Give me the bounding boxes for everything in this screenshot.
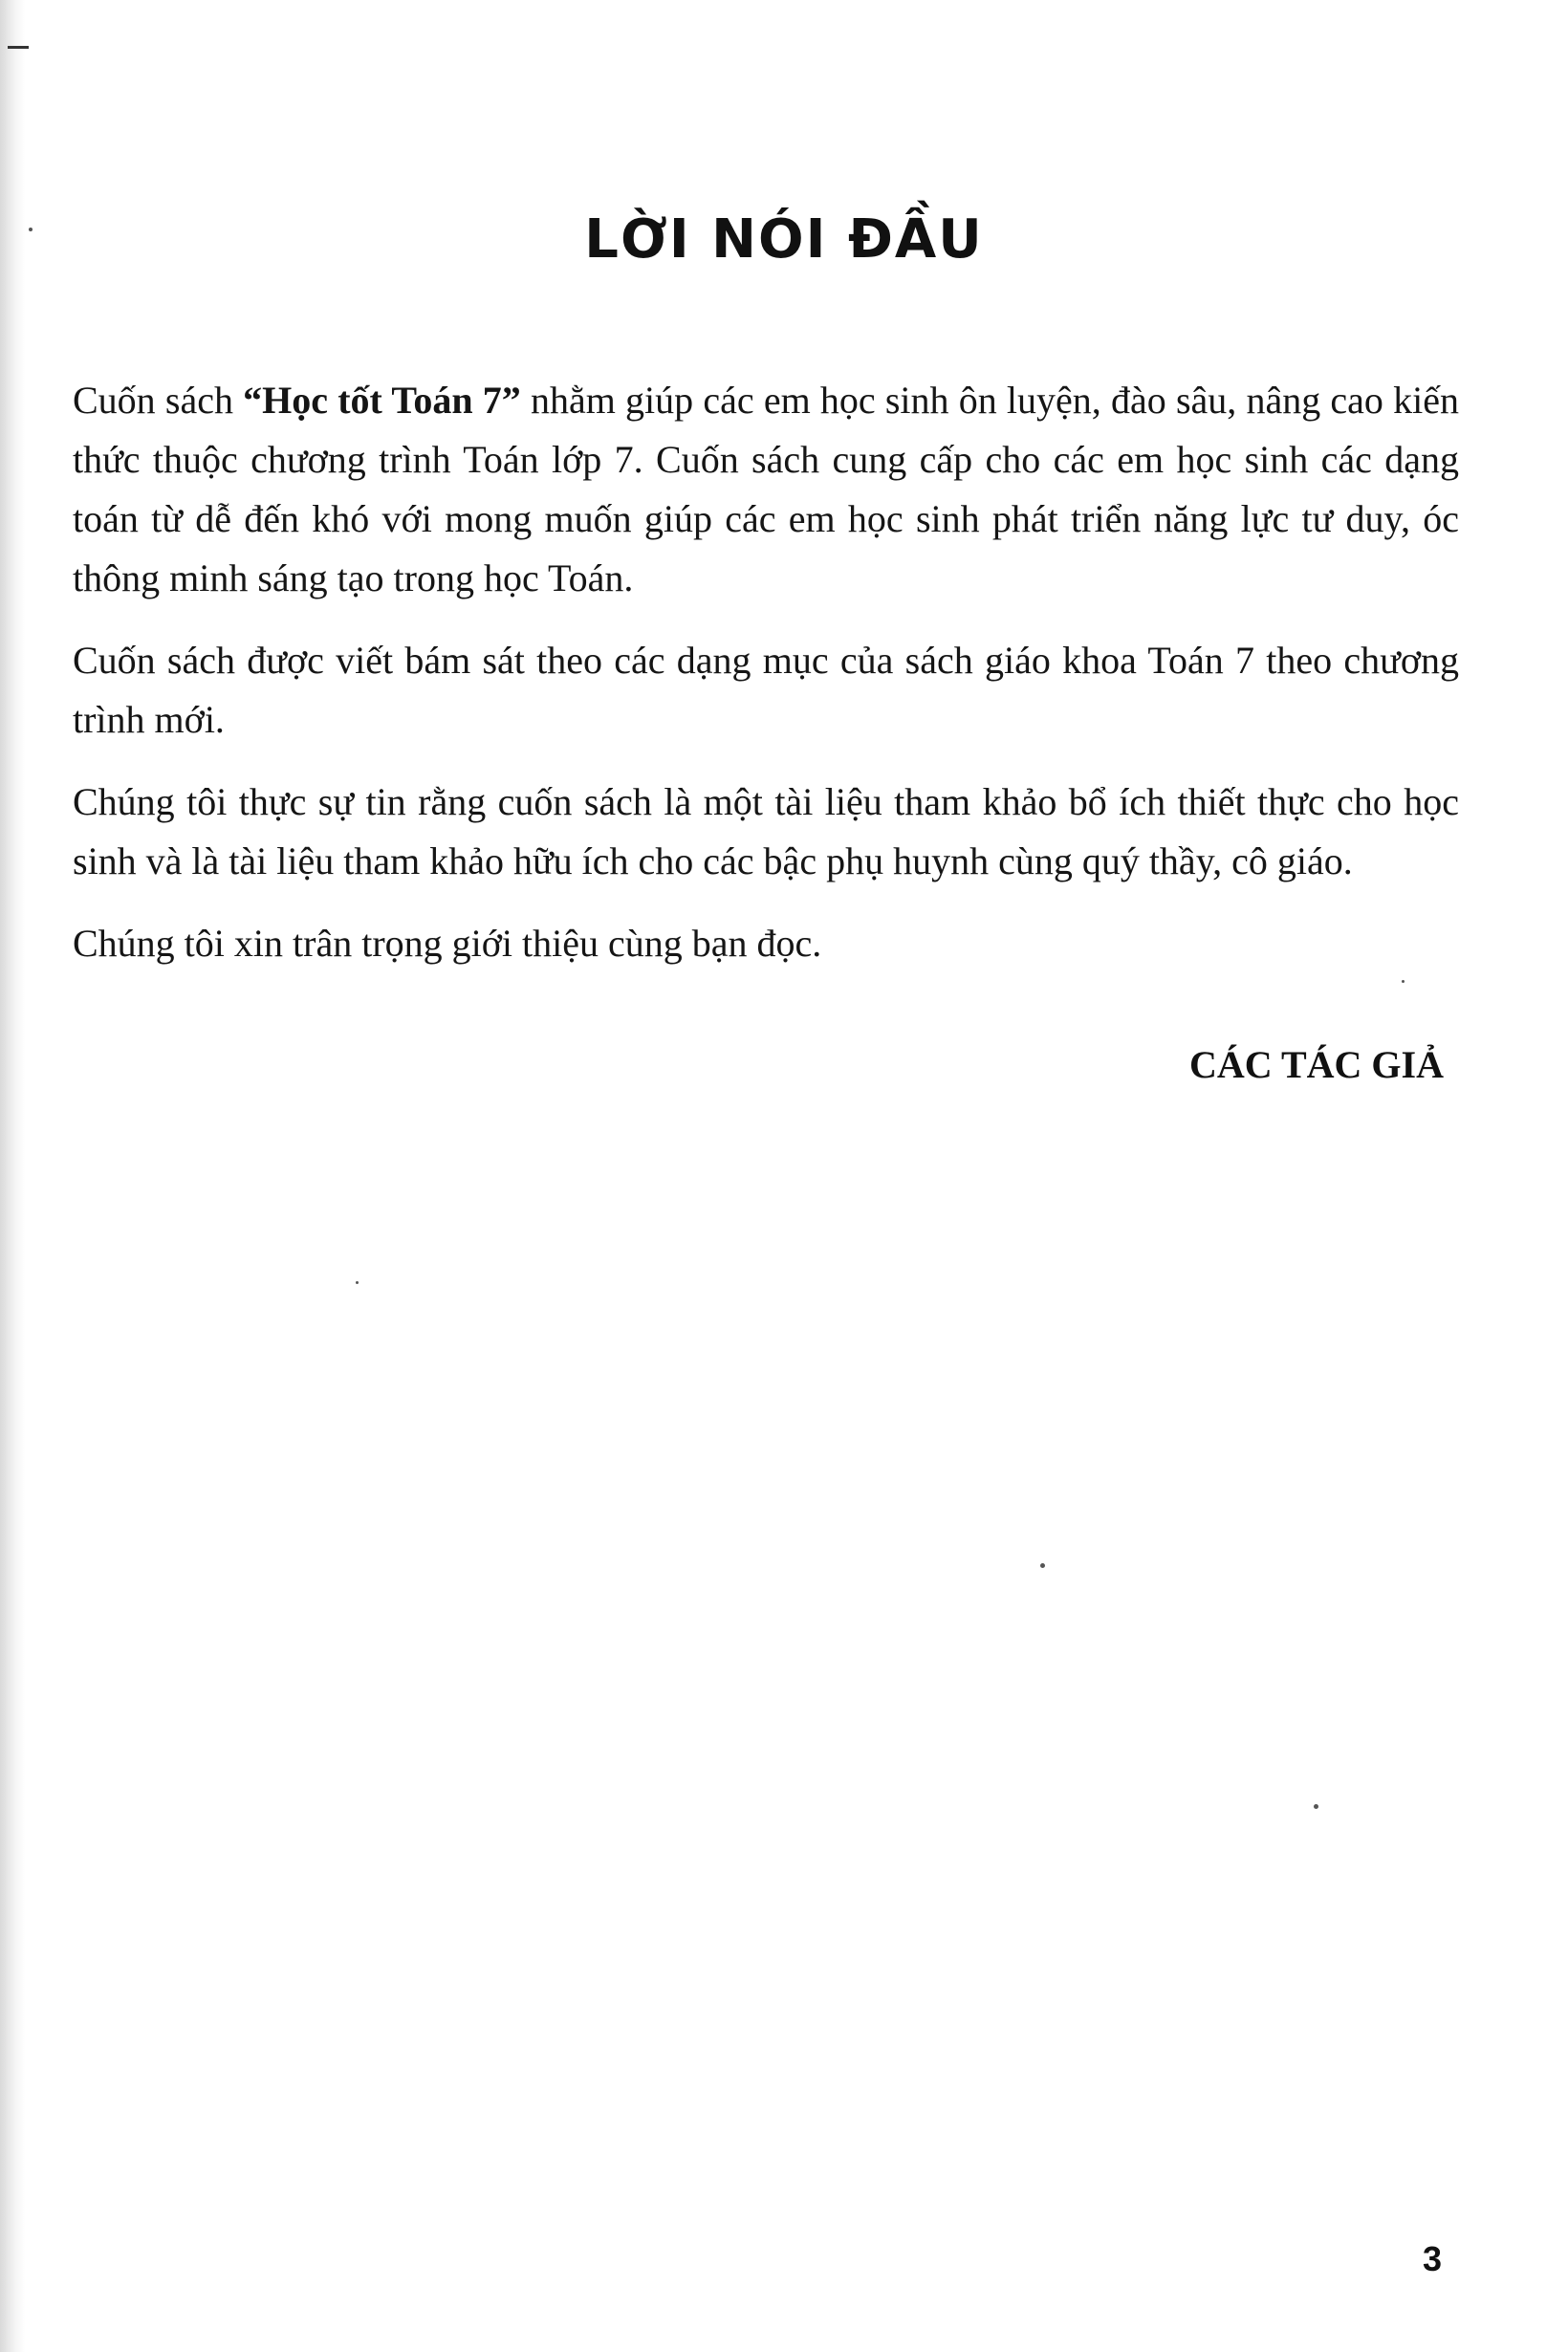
paragraph-1-lead: Cuốn sách [73, 379, 244, 422]
book-title: “Học tốt Toán 7” [243, 379, 521, 422]
paragraph-4: Chúng tôi xin trân trọng giới thiệu cùng bạn đọc. [73, 922, 822, 965]
scan-speck [1314, 1804, 1318, 1809]
paragraph-3: Chúng tôi thực sự tin rằng cuốn sách là một tài liệu tham khảo bổ ích thiết thực cho học sinh và là tài liệu tham khảo hữu ích cho các bậc phụ huynh cùng quý thầy, cô giáo. [73, 780, 1459, 882]
page-title: LỜI NÓI ĐẦU [584, 208, 984, 271]
paragraph-1 [73, 371, 1459, 608]
page-edge-mark [8, 46, 29, 49]
scan-speck [29, 228, 33, 231]
scan-speck [1402, 980, 1405, 983]
scan-speck [1040, 1563, 1045, 1568]
page-number: 3 [1423, 2239, 1443, 2278]
paragraph-2: Cuốn sách được viết bám sát theo các dạng mục của sách giáo khoa Toán 7 theo chương trình mới. [73, 639, 1459, 741]
paragraph-1-rest: nhằm giúp các em học sinh ôn luyện, đào sâu, nâng cao kiến thức thuộc chương trình Toán lớp 7. Cuốn sách cung cấp cho các em học sinh các dạng toán từ dễ đến khó với mong muốn giúp các em học sinh phát triển năng lực tư duy, óc thông minh sáng tạo trong học Toán. [73, 379, 1459, 599]
preface-body [73, 371, 1459, 996]
scan-speck [356, 1281, 359, 1284]
page-edge-shadow [0, 0, 25, 2352]
author-signature: CÁC TÁC GIẢ [1189, 1043, 1444, 1086]
